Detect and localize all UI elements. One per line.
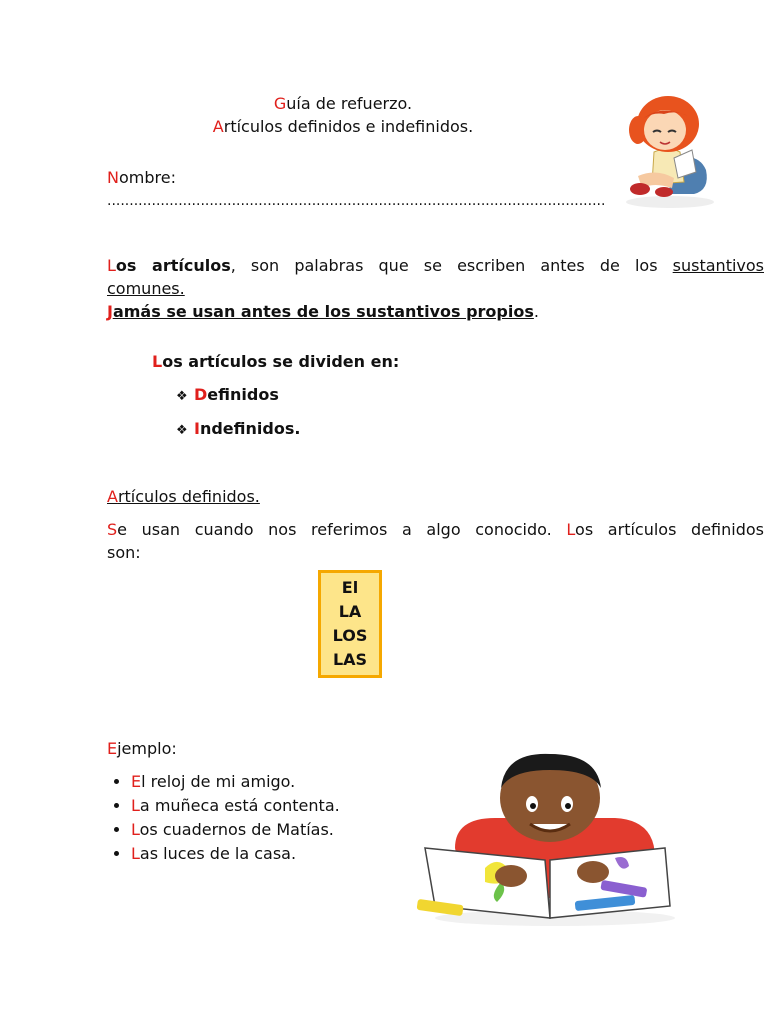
boy-coloring-illustration	[415, 748, 685, 928]
title-line-2: Artículos definidos e indefinidos.	[212, 117, 474, 136]
diamond-bullet-icon: ❖	[176, 423, 188, 438]
article-las: LAS	[332, 650, 368, 669]
intro-line-1: Los artículos, son palabras que se escriben antes de los sustantivos	[107, 256, 764, 275]
list-item: • Las luces de la casa.	[131, 842, 407, 866]
article-el: El	[341, 578, 359, 597]
nombre-label: Nombre:	[107, 168, 176, 187]
list-item: • La muñeca está contenta.	[131, 794, 407, 818]
ejemplo-heading: Ejemplo:	[107, 739, 177, 758]
division-item-definidos: ❖ Definidos	[176, 383, 279, 408]
intro-line-2: comunes.	[107, 279, 185, 298]
article-la: LA	[338, 602, 362, 621]
definidos-paragraph	[107, 518, 764, 564]
page-title	[200, 92, 486, 138]
definite-articles-box	[318, 570, 382, 678]
ejemplo-list	[107, 770, 407, 866]
division-heading: Los artículos se dividen en:	[152, 352, 400, 371]
division-item-indefinidos: ❖ Indefinidos.	[176, 417, 300, 442]
list-item: • Los cuadernos de Matías.	[131, 818, 407, 842]
definidos-heading: Artículos definidos.	[107, 487, 260, 506]
intro-paragraph	[107, 254, 764, 323]
diamond-bullet-icon: ❖	[176, 389, 188, 404]
intro-line-3: Jamás se usan antes de los sustantivos propios.	[107, 302, 539, 321]
title-line-1: Guía de refuerzo.	[273, 94, 413, 113]
nombre-fill-line[interactable]: ................................................................................................................	[107, 193, 606, 209]
list-item: • El reloj de mi amigo.	[131, 770, 407, 794]
definidos-line-2: son:	[107, 543, 141, 562]
definidos-line-1: Se usan cuando nos referimos a algo conocido. Los artículos definidos	[107, 520, 764, 539]
article-los: LOS	[332, 626, 368, 645]
